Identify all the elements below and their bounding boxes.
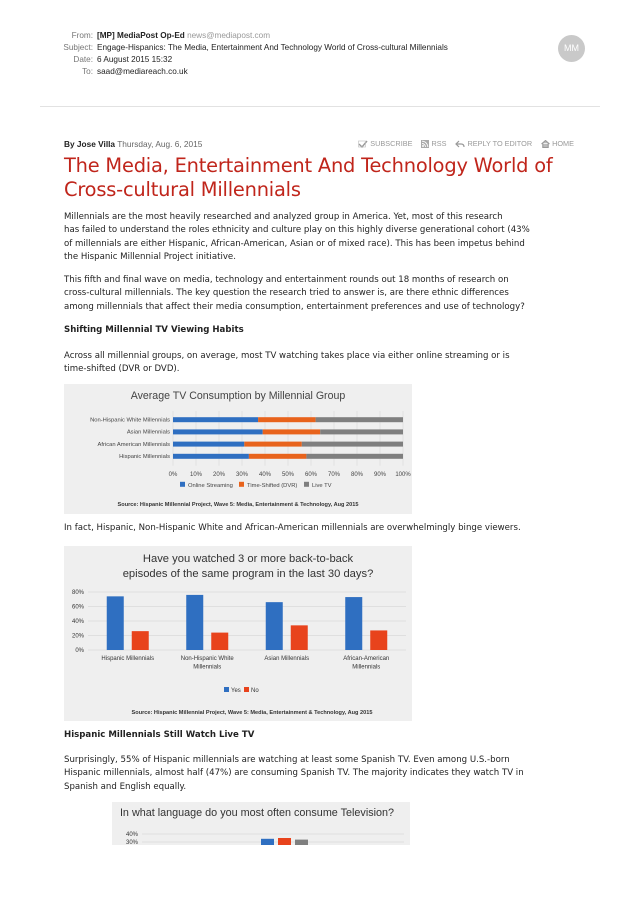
- bar-segment: [302, 442, 403, 447]
- article-toolbar: [358, 139, 574, 148]
- bar: [345, 597, 362, 650]
- category-label: Non-Hispanic White: [180, 656, 234, 662]
- tv-consumption-chart-svg: [64, 384, 412, 514]
- x-tick-label: 20%: [212, 471, 226, 478]
- bar: [295, 840, 308, 845]
- chart-title: Average TV Consumption by Millennial Group: [130, 390, 346, 402]
- article-date: Thursday, Aug. 6, 2015: [117, 139, 203, 149]
- category-label: Millennials: [352, 664, 381, 671]
- x-tick-label: 80%: [350, 471, 364, 478]
- x-tick-label: 70%: [327, 471, 341, 478]
- y-tick-label: 40%: [71, 619, 84, 626]
- category-label: Millennials: [193, 664, 222, 671]
- text-line: Spanish and English equally.: [64, 781, 187, 792]
- legend-swatch: [224, 687, 229, 692]
- paragraph-spanish-tv: [64, 754, 579, 794]
- category-label: African-American: [343, 656, 390, 662]
- email-header: [40, 30, 600, 102]
- y-tick-label: 0%: [75, 648, 84, 655]
- bar-segment: [249, 454, 307, 459]
- text-line: Surprisingly, 55% of Hispanic millennials are watching at least some Spanish TV. Even among U.S.-born: [64, 755, 510, 765]
- bar: [266, 602, 283, 650]
- from-row: [40, 30, 600, 42]
- chart-title-line-1: Have you watched 3 or more back-to-back: [142, 553, 354, 565]
- chart-source: Source: Hispanic Millennial Project, Wave 5: Media, Entertainment & Technology, Aug 2015: [131, 710, 373, 716]
- x-tick-label: 100%: [395, 471, 411, 478]
- bar-segment: [173, 442, 244, 447]
- bar: [107, 596, 124, 650]
- legend-swatch: [304, 482, 309, 487]
- category-label: Non-Hispanic White Millennials: [90, 417, 170, 424]
- date-label: Date:: [73, 55, 93, 64]
- text-line: This fifth and final wave on media, technology and entertainment rounds out 18 months of research on: [64, 275, 509, 285]
- bar-segment: [173, 454, 249, 459]
- text-line: the Hispanic Millennial Project initiative.: [64, 252, 236, 263]
- category-label: Asian Millennials: [126, 429, 170, 436]
- text-line: time-shifted (DVR or DVD).: [64, 364, 180, 375]
- bar: [370, 630, 387, 650]
- x-tick-label: 40%: [258, 471, 272, 478]
- subheading-live-tv: Hispanic Millennials Still Watch Live TV: [64, 730, 255, 740]
- paragraph-viewing: [64, 350, 579, 377]
- bar: [291, 625, 308, 650]
- text-line: among millennials that affect their media consumption, entertainment preferences and use of technology?: [64, 301, 525, 312]
- language-chart-svg: [112, 802, 410, 845]
- home-icon: [541, 140, 550, 148]
- rss-link[interactable]: [421, 139, 446, 148]
- bar: [278, 838, 291, 845]
- avatar: MM: [558, 35, 585, 62]
- reply-to-editor-link[interactable]: [455, 139, 532, 148]
- bar-segment: [316, 417, 403, 422]
- y-tick-label: 60%: [71, 604, 84, 611]
- legend-label: No: [251, 688, 259, 694]
- text-line: has failed to understand the roles ethnicity and culture play on this highly diverse generational cohort (43%: [64, 225, 530, 236]
- tv-consumption-chart: [64, 384, 412, 514]
- x-tick-label: 0%: [168, 471, 178, 478]
- subscribe-icon: [358, 140, 368, 148]
- category-label: African American Millennials: [97, 441, 170, 448]
- bar-segment: [263, 429, 321, 434]
- bar: [186, 595, 203, 650]
- bar-segment: [320, 429, 403, 434]
- legend-label: Online Streaming: [188, 482, 233, 489]
- email-date: 6 August 2015 15:32: [97, 55, 173, 64]
- y-tick-label: 40%: [125, 832, 138, 838]
- chart-background: [64, 384, 412, 514]
- category-label: Hispanic Millennials: [119, 454, 170, 461]
- paragraph-binge: In fact, Hispanic, Non-Hispanic White and African-American millennials are overwhelmingly binge viewers.: [64, 523, 521, 533]
- x-tick-label: 50%: [281, 471, 295, 478]
- title-line-2: Cross-cultural Millennials: [64, 178, 301, 201]
- subscribe-label: SUBSCRIBE: [370, 139, 413, 148]
- email-subject: Engage-Hispanics: The Media, Entertainment And Technology World of Cross-cultural Millennials: [97, 43, 448, 52]
- chart-title: In what language do you most often consume Television?: [119, 807, 395, 819]
- subheading-viewing-habits: Shifting Millennial TV Viewing Habits: [64, 325, 244, 335]
- category-label: Hispanic Millennials: [101, 656, 155, 662]
- header-divider: [40, 106, 600, 107]
- language-chart: [112, 802, 410, 845]
- text-line: of millennials are either Hispanic, African-American, Asian or of mixed race). This has been impetus behind: [64, 238, 525, 249]
- x-tick-label: 30%: [235, 471, 249, 478]
- bar-segment: [306, 454, 403, 459]
- bar: [132, 631, 149, 650]
- legend-swatch: [239, 482, 244, 487]
- subject-row: [40, 42, 600, 54]
- byline: [64, 139, 574, 151]
- paragraph-research: [64, 274, 579, 314]
- legend-label: Live TV: [312, 482, 332, 489]
- x-tick-label: 90%: [373, 471, 387, 478]
- binge-viewing-chart-svg: [64, 546, 412, 721]
- chart-title-line-2: episodes of the same program in the last 30 days?: [122, 568, 374, 580]
- x-tick-label: 60%: [304, 471, 318, 478]
- bar-segment: [244, 442, 301, 447]
- from-label: From:: [71, 31, 93, 40]
- bar-segment: [258, 417, 316, 422]
- text-line: Across all millennial groups, on average, most TV watching takes place via either online streaming or is: [64, 351, 510, 361]
- reply-arrow-icon: [455, 140, 465, 148]
- home-link[interactable]: [541, 139, 574, 148]
- text-line: Hispanic millennials, almost half (47%) are consuming Spanish TV. The majority indicates they watch TV in: [64, 768, 524, 779]
- article-title: [64, 154, 584, 202]
- bar: [211, 633, 228, 650]
- home-label: HOME: [552, 139, 574, 148]
- text-line: cross-cultural millennials. The key question the research tried to answer is, are there ethnic differences: [64, 288, 509, 299]
- rss-label: RSS: [431, 139, 447, 148]
- chart-source: Source: Hispanic Millennial Project, Wave 5: Media, Entertainment & Technology, Aug 2015: [117, 502, 359, 508]
- text-line: Millennials are the most heavily researched and analyzed group in America. Yet, most of this research: [64, 212, 503, 222]
- to-label: To:: [82, 67, 93, 76]
- subject-label: Subject:: [63, 43, 93, 52]
- bar: [261, 839, 274, 845]
- y-tick-label: 20%: [71, 633, 84, 640]
- date-row: [40, 54, 600, 66]
- paragraph-intro: [64, 211, 579, 265]
- legend-label: Yes: [231, 688, 241, 694]
- legend-swatch: [180, 482, 185, 487]
- title-line-1: The Media, Entertainment And Technology World of: [64, 154, 553, 177]
- sender-name[interactable]: [MP] MediaPost Op-Ed: [97, 31, 185, 40]
- author-name: By Jose Villa: [64, 139, 116, 149]
- subscribe-link[interactable]: [358, 139, 412, 148]
- binge-viewing-chart: [64, 546, 412, 721]
- legend-swatch: [244, 687, 249, 692]
- legend-label: Time-Shifted (DVR): [247, 482, 298, 489]
- category-label: Asian Millennials: [264, 656, 310, 662]
- y-tick-label: 30%: [125, 840, 138, 845]
- to-row: [40, 66, 600, 78]
- reply-label: REPLY TO EDITOR: [467, 139, 533, 148]
- sender-address[interactable]: news@mediapost.com: [187, 31, 271, 40]
- x-tick-label: 10%: [189, 471, 203, 478]
- bar-segment: [173, 429, 263, 434]
- y-tick-label: 80%: [71, 590, 84, 597]
- rss-icon: [421, 140, 429, 148]
- bar-segment: [173, 417, 258, 422]
- recipient-address[interactable]: saad@mediareach.co.uk: [97, 67, 188, 76]
